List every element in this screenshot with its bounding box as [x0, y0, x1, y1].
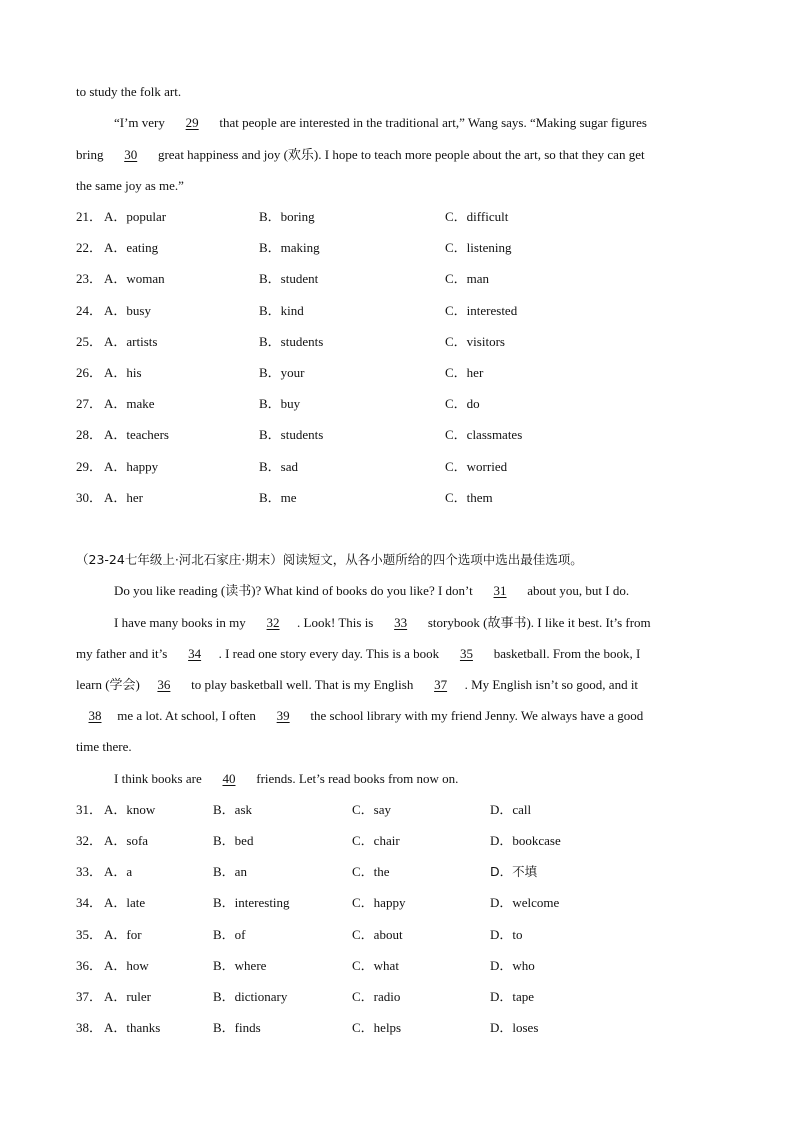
passage1-line [76, 177, 716, 195]
question-number: 22． [76, 240, 103, 255]
passage2-line [114, 770, 754, 788]
question-number: 35． [76, 927, 103, 942]
option-a: A．woman [104, 271, 165, 286]
passage2-line [76, 676, 716, 694]
passage-text: that people are interested in the traditional art,” Wang says. “Making sugar figures [216, 115, 647, 130]
option-b: B．dictionary [213, 989, 288, 1004]
blank-30: 30 [124, 147, 138, 162]
option-a: A．popular [104, 209, 167, 224]
passage-text: friends. Let’s read books from now on. [252, 771, 459, 786]
passage-text: to study the folk art. [76, 84, 182, 99]
option-c: C．about [352, 927, 403, 942]
blank-38: 38 [88, 708, 102, 723]
question-number: 30． [76, 490, 103, 505]
question-row [76, 489, 716, 507]
blank-32: 32 [266, 615, 280, 630]
blank-29: 29 [185, 115, 199, 130]
passage2-line [76, 707, 716, 725]
question-row [76, 1019, 716, 1037]
passage-text: me a lot. At school, I often [114, 708, 260, 723]
option-a: A．her [104, 490, 143, 505]
option-a: A．eating [104, 240, 159, 255]
option-b: B．kind [259, 303, 304, 318]
question-row [76, 894, 716, 912]
passage-text: the school library with my friend Jenny. We always have a good [307, 708, 644, 723]
question-row [76, 926, 716, 944]
question-number: 34． [76, 895, 103, 910]
question-row [76, 801, 716, 819]
option-a: A．make [104, 396, 155, 411]
passage-text: to play basketball well. That is my English [187, 677, 417, 692]
blank-34: 34 [188, 646, 202, 661]
option-a: A．late [104, 895, 146, 910]
option-c: C．listening [445, 240, 512, 255]
option-b: B．boring [259, 209, 315, 224]
passage-text: . I read one story every day. This is a book [218, 646, 443, 661]
passage-text: the same joy as me.” [76, 178, 184, 193]
option-a: A．busy [104, 303, 151, 318]
option-b: B．student [259, 271, 319, 286]
passage-text: . My English isn’t so good, and it [464, 677, 639, 692]
question-number: 25． [76, 334, 103, 349]
question-number: 24． [76, 303, 103, 318]
question-row [76, 458, 716, 476]
option-a: A．teachers [104, 427, 169, 442]
blank-39: 39 [276, 708, 290, 723]
option-a: A．thanks [104, 1020, 161, 1035]
option-c: C．classmates [445, 427, 523, 442]
option-a: A．a [104, 864, 133, 879]
option-b: B．finds [213, 1020, 261, 1035]
passage2-line [114, 582, 754, 600]
option-b: B．me [259, 490, 297, 505]
passage-text: I have many books in my [114, 615, 250, 630]
option-a: A．for [104, 927, 142, 942]
option-c: C．interested [445, 303, 518, 318]
question-number: 28． [76, 427, 103, 442]
option-d: D．不填 [490, 864, 538, 879]
passage-text: about you, but I do. [524, 583, 630, 598]
passage-text: basketball. From the book, I [490, 646, 641, 661]
question-number: 36． [76, 958, 103, 973]
option-a: A．artists [104, 334, 158, 349]
option-b: B．students [259, 427, 324, 442]
blank-40: 40 [222, 771, 236, 786]
option-d: D．tape [490, 989, 535, 1004]
passage1-line [76, 146, 716, 164]
section-header: （23-24七年级上·河北石家庄·期末）阅读短文，从各小题所给的四个选项中选出最佳选项。 [76, 552, 583, 567]
question-number: 31． [76, 802, 103, 817]
question-row [76, 333, 716, 351]
option-b: B．sad [259, 459, 299, 474]
option-d: D．to [490, 927, 523, 942]
option-c: C．chair [352, 833, 400, 848]
option-b: B．of [213, 927, 246, 942]
passage-text: bring [76, 147, 107, 162]
option-d: D．call [490, 802, 532, 817]
option-c: C．the [352, 864, 390, 879]
option-d: D．welcome [490, 895, 560, 910]
passage-text: Do you like reading (读书)? What kind of books do you like? I don’t [114, 583, 477, 598]
option-b: B．making [259, 240, 320, 255]
passage-text: . Look! This is [297, 615, 377, 630]
option-c: C．radio [352, 989, 401, 1004]
option-b: B．ask [213, 802, 253, 817]
question-row [76, 270, 716, 288]
question-row [76, 395, 716, 413]
option-c: C．them [445, 490, 493, 505]
option-a: A．his [104, 365, 142, 380]
option-a: A．ruler [104, 989, 151, 1004]
option-b: B．buy [259, 396, 301, 411]
option-d: D．who [490, 958, 535, 973]
option-a: A．how [104, 958, 149, 973]
option-b: B．interesting [213, 895, 290, 910]
question-number: 23． [76, 271, 103, 286]
question-row [76, 957, 716, 975]
passage-text: great happiness and joy (欢乐). I hope to teach more people about the art, so that they can get [154, 147, 645, 162]
passage-text: learn (学会) [76, 677, 140, 692]
option-d: D．loses [490, 1020, 539, 1035]
option-c: C．happy [352, 895, 406, 910]
option-c: C．man [445, 271, 490, 286]
blank-31: 31 [493, 583, 507, 598]
question-number: 37． [76, 989, 103, 1004]
question-row [76, 863, 716, 881]
question-row [76, 988, 716, 1006]
passage-text: my father and it’s [76, 646, 171, 661]
option-b: B．an [213, 864, 247, 879]
option-c: C．her [445, 365, 484, 380]
passage-text: “I’m very [114, 115, 169, 130]
question-number: 21． [76, 209, 103, 224]
question-row [76, 364, 716, 382]
option-b: B．your [259, 365, 305, 380]
passage2-line [114, 614, 754, 632]
question-number: 26． [76, 365, 103, 380]
blank-35: 35 [459, 646, 473, 661]
passage-text: I think books are [114, 771, 205, 786]
option-a: A．sofa [104, 833, 149, 848]
passage2-line [76, 738, 716, 756]
passage1-line [76, 83, 716, 101]
option-b: B．students [259, 334, 324, 349]
question-row [76, 239, 716, 257]
option-c: C．visitors [445, 334, 505, 349]
question-row [76, 302, 716, 320]
option-c: C．difficult [445, 209, 509, 224]
blank-37: 37 [434, 677, 448, 692]
question-number: 29． [76, 459, 103, 474]
passage2-line [76, 645, 716, 663]
question-row [76, 426, 716, 444]
question-number: 33． [76, 864, 103, 879]
passage-text: time there. [76, 739, 132, 754]
passage1-line [114, 114, 754, 132]
option-c: C．do [445, 396, 480, 411]
option-c: C．say [352, 802, 392, 817]
passage-text: storybook (故事书). I like it best. It’s from [424, 615, 651, 630]
question-number: 27． [76, 396, 103, 411]
question-row [76, 832, 716, 850]
option-b: B．bed [213, 833, 254, 848]
option-d: D．bookcase [490, 833, 561, 848]
question-number: 38． [76, 1020, 103, 1035]
blank-33: 33 [394, 615, 408, 630]
option-c: C．helps [352, 1020, 402, 1035]
question-number: 32． [76, 833, 103, 848]
option-a: A．know [104, 802, 156, 817]
option-c: C．what [352, 958, 399, 973]
blank-36: 36 [157, 677, 171, 692]
option-b: B．where [213, 958, 267, 973]
option-a: A．happy [104, 459, 159, 474]
question-row [76, 208, 716, 226]
option-c: C．worried [445, 459, 508, 474]
